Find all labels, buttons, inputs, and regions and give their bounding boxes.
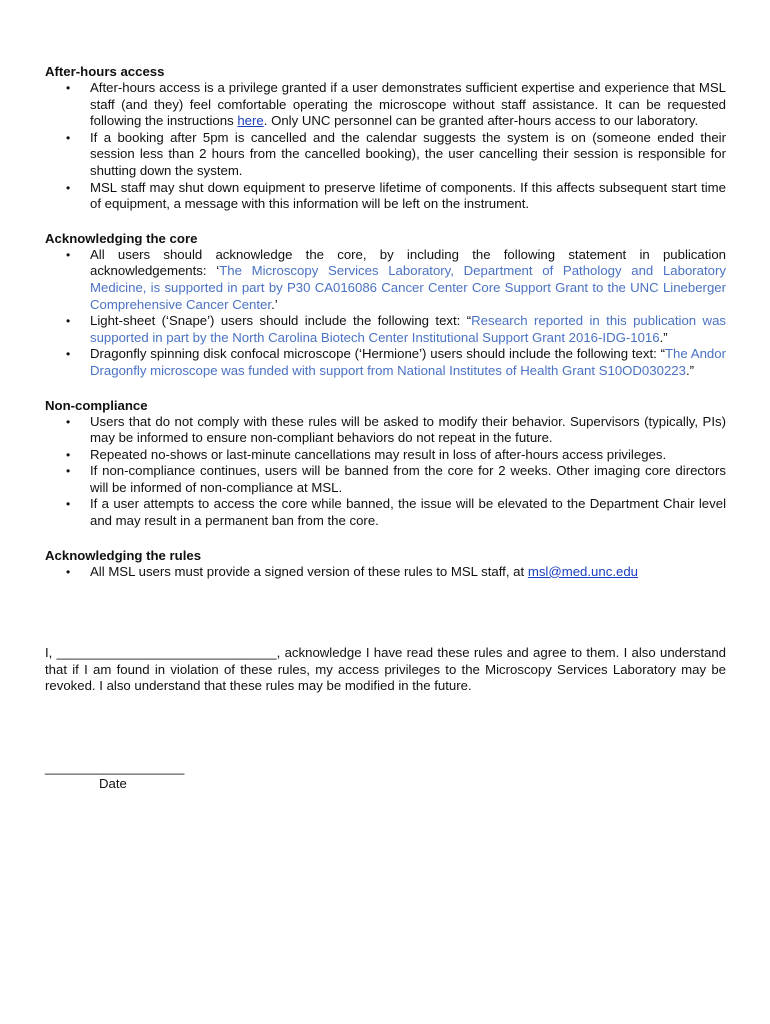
list-item (45, 414, 726, 447)
text-run: After-hours access is a privilege granted if a user demonstrates sufficient expertise and experience that MSL staff (and they) feel comfortable operating the microscope without staff assistance. It can be requested following the instructions (90, 80, 726, 129)
quoted-acknowledgement-text: The Microscopy Services Laboratory, Department of Pathology and Laboratory Medicine, is supported in part by P30 CA016086 Cancer Center Core Support Grant to the UNC Lineberger Comprehensive Cancer Center (90, 263, 727, 312)
text-run: Repeated no-shows or last-minute cancellations may result in loss of after-hours access privileges. (90, 446, 667, 462)
bullet-icon: • (66, 130, 71, 145)
list-item (45, 80, 726, 130)
bullet-list (45, 564, 726, 581)
text-run: All users should acknowledge the core, by including the following statement in publication acknowledgements: ‘ (90, 246, 726, 279)
list-item (45, 247, 726, 313)
bullet-icon: • (66, 464, 71, 479)
list-item (45, 180, 726, 213)
section-heading: After-hours access (45, 64, 165, 79)
section (45, 230, 726, 380)
text-run: If non-compliance continues, users will be banned from the core for 2 weeks. Other imaging core directors will be informed of non-compliance at MSL. (90, 463, 726, 495)
acknowledgement-statement: I, ______________________________, acknowledge I have read these rules and agree to them. I also understand that if I am found in violation of these rules, my access privileges to the Microscopy Services Laboratory may be revoked. I also understand that these rules may be modified in the future. (45, 645, 726, 694)
date-label: Date (99, 776, 127, 791)
text-run: . Only UNC personnel can be granted after-hours access to our laboratory. (263, 113, 699, 129)
section-heading: Acknowledging the rules (45, 547, 202, 563)
date-signature-block (45, 760, 184, 792)
section (45, 397, 726, 530)
list-item (45, 130, 726, 180)
document-body (45, 63, 726, 695)
text-run: All MSL users must provide a signed version of these rules to MSL staff, at (90, 563, 528, 579)
bullet-icon: • (66, 497, 71, 512)
bullet-list (45, 80, 726, 213)
hyperlink[interactable]: here (237, 113, 264, 129)
section (45, 63, 726, 213)
list-item (45, 496, 726, 529)
hyperlink[interactable]: msl@med.unc.edu (527, 563, 638, 579)
bullet-icon: • (66, 314, 71, 329)
list-item (45, 447, 726, 464)
bullet-icon: • (66, 347, 71, 362)
bullet-list (45, 414, 726, 530)
text-run: Users that do not comply with these rules will be asked to modify their behavior. Supervisors (typically, PIs) may be informed to ensure non-compliant behaviors do not repeat in the future. (90, 413, 726, 446)
text-run: Light-sheet (‘Snape’) users should include the following text: “ (90, 313, 472, 329)
bullet-icon: • (66, 81, 71, 95)
text-run: .’ (271, 296, 278, 312)
list-item (45, 313, 726, 346)
quoted-acknowledgement-text: The Andor Dragonfly microscope was funded with support from National Institutes of Health Grant S10OD030223 (90, 346, 726, 378)
bullet-icon: • (66, 247, 71, 262)
bullet-icon: • (66, 414, 71, 429)
bullet-icon: • (66, 564, 71, 579)
list-item (45, 564, 726, 581)
bullet-list (45, 247, 726, 380)
section-heading: Non-compliance (45, 397, 148, 413)
rules-sections (45, 63, 726, 580)
section (45, 547, 726, 581)
text-run: .” (685, 362, 695, 378)
signature-line: ___________________ (45, 760, 185, 775)
section-heading: Acknowledging the core (45, 230, 198, 246)
text-run: Dragonfly spinning disk confocal microscope (‘Hermione’) users should include the following text: “ (90, 346, 665, 362)
text-run: If a user attempts to access the core while banned, the issue will be elevated to the Department Chair level and may result in a permanent ban from the core. (90, 496, 726, 529)
text-run: MSL staff may shut down equipment to preserve lifetime of components. If this affects subsequent start time of equipment, a message with this information will be left on the instrument. (90, 179, 726, 212)
list-item (45, 463, 726, 496)
spacer (45, 597, 726, 645)
quoted-acknowledgement-text: Research reported in this publication was supported in part by the North Carolina Biotech Center Institutional Support Grant 2016-IDG-1016 (90, 313, 726, 345)
list-item (45, 346, 726, 379)
text-run: .” (659, 329, 668, 345)
bullet-icon: • (66, 180, 71, 195)
text-run: If a booking after 5pm is cancelled and the calendar suggests the system is on (someone ended their session less than 2 hours from the cancelled booking), the user cancelling their session is responsible for shutting down the system. (90, 129, 726, 178)
bullet-icon: • (66, 447, 71, 462)
